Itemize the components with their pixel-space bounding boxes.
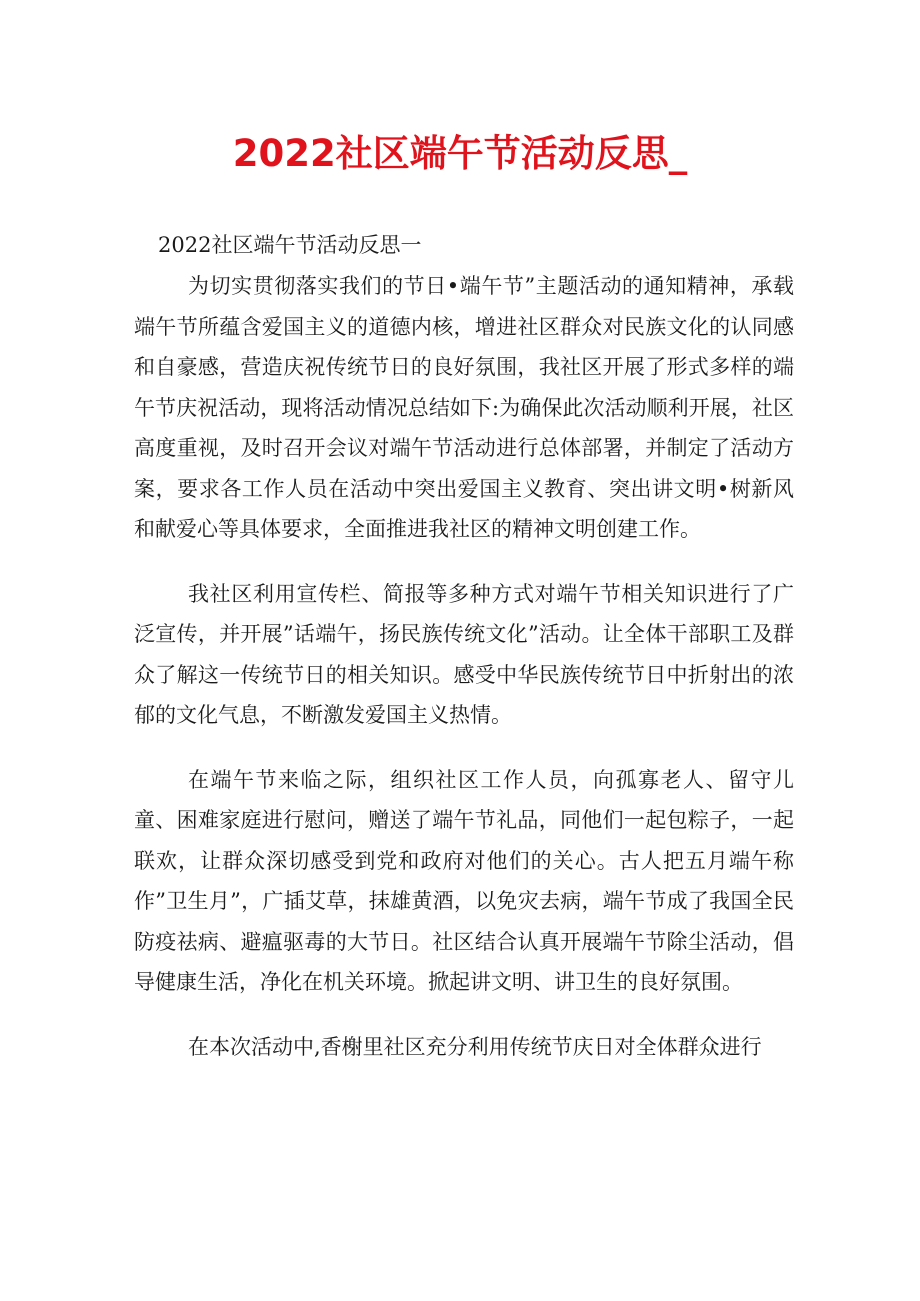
- document-title: 2022社区端午节活动反思_: [232, 132, 688, 175]
- paragraph-3: 在端午节来临之际，组织社区工作人员，向孤寡老人、留守儿童、困难家庭进行慰问，赠送了端午节礼品，同他们一起包粽子，一起联欢，让群众深切感受到党和政府对他们的关心。古人把五月端午称作”卫生月”，广插艾草，抹雄黄酒，以免灾去病，端午节成了我国全民防疫祛病、避瘟驱毒的大节日。社区结合认真开展端午节除尘活动，倡导健康生活，净化在机关环境。掀起讲文明、讲卫生的良好氛围。: [134, 767, 794, 994]
- section-subtitle: 2022社区端午节活动反思一: [158, 233, 422, 257]
- document-body: [134, 224, 794, 1067]
- paragraph-1: 为切实贯彻落实我们的节日•端午节”主题活动的通知精神，承载端午节所蕴含爱国主义的道德内核，增进社区群众对民族文化的认同感和自豪感，营造庆祝传统节日的良好氛围，我社区开展了形式多样的端午节庆祝活动，现将活动情况总结如下:为确保此次活动顺利开展，社区高度重视，及时召开会议对端午节活动进行总体部署，并制定了活动方案，要求各工作人员在活动中突出爱国主义教育、突出讲文明•树新风和献爱心等具体要求，全面推进我社区的精神文明创建工作。: [134, 274, 794, 541]
- paragraph-2: 我社区利用宣传栏、简报等多种方式对端午节相关知识进行了广泛宣传，并开展”话端午，扬民族传统文化”活动。让全体干部职工及群众了解这一传统节日的相关知识。感受中华民族传统节日中折射出的浓郁的文化气息，不断激发爱国主义热情。: [134, 581, 794, 727]
- paragraph-4: 在本次活动中,香榭里社区充分利用传统节庆日对全体群众进行: [188, 1034, 762, 1059]
